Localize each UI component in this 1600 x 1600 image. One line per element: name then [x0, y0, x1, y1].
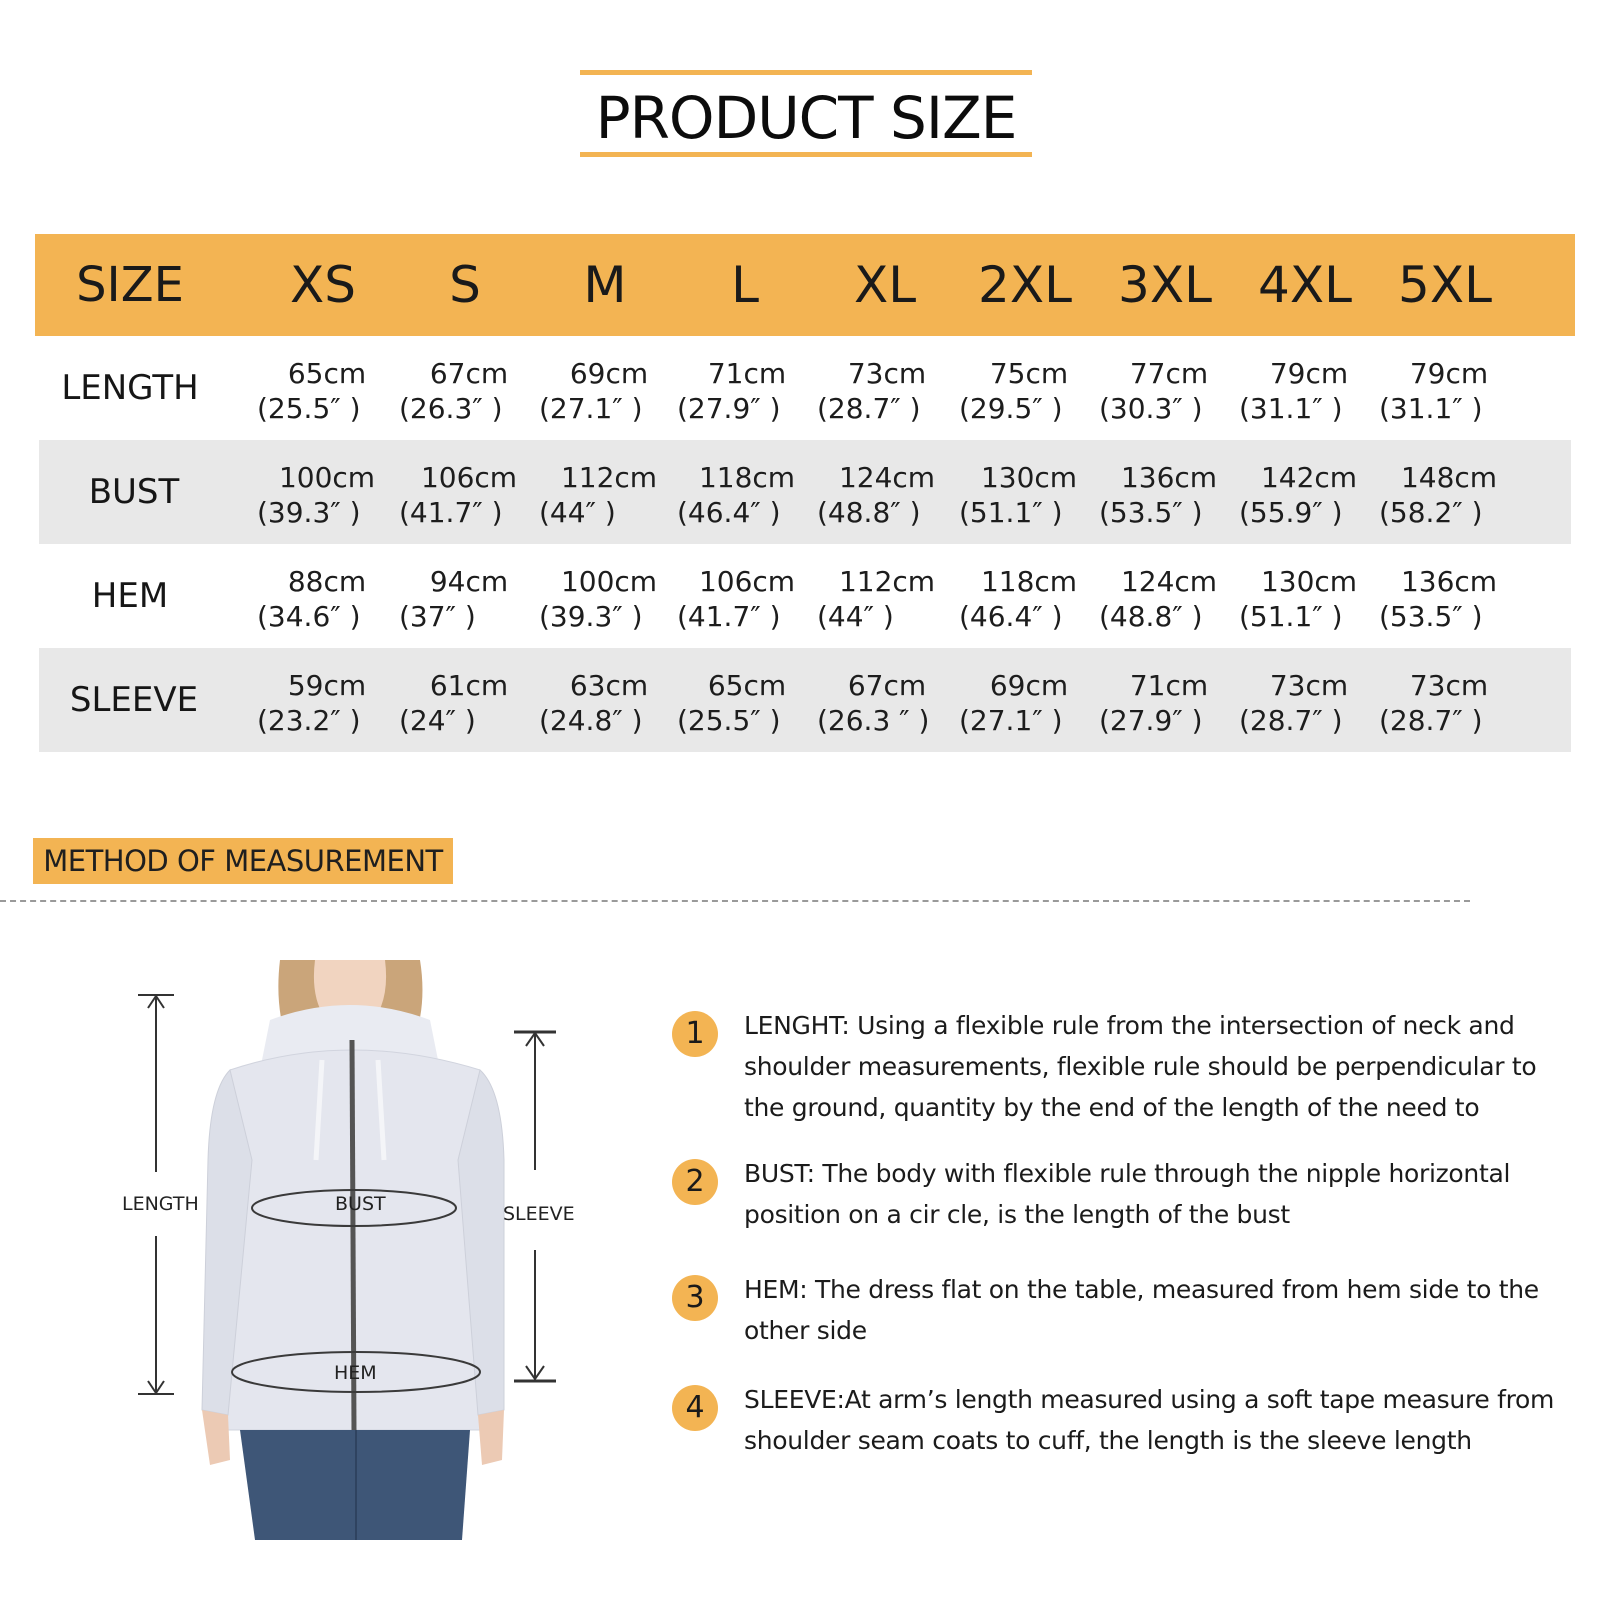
- cell-inch-value: (28.7″ ): [817, 392, 921, 425]
- cell-cm-value: 124cm: [838, 461, 936, 494]
- hoodie-illustration: [110, 960, 610, 1540]
- cell-cm-value: 118cm: [698, 461, 796, 494]
- cell-cm-value: 118cm: [980, 565, 1078, 598]
- cell-inch-value: (25.5″ ): [677, 704, 781, 737]
- cell-inch-value: (26.3 ″ ): [817, 704, 930, 737]
- step-number-badge: 2: [672, 1159, 718, 1205]
- cell-cm-value: 63cm: [569, 669, 649, 702]
- table-cell: [677, 668, 817, 738]
- step-number-badge: 4: [672, 1385, 718, 1431]
- cell-inch-value: (31.1″ ): [1239, 392, 1343, 425]
- table-cell: [1379, 460, 1519, 530]
- cell-cm-value: 142cm: [1260, 461, 1358, 494]
- cell-inch-value: (46.4″ ): [677, 496, 781, 529]
- figure-label-length: LENGTH: [122, 1193, 199, 1215]
- cell-cm-value: 71cm: [707, 357, 787, 390]
- header-size-s: S: [449, 256, 481, 314]
- page-title: PRODUCT SIZE: [595, 84, 1017, 152]
- table-cell: [1379, 564, 1519, 634]
- cell-cm-value: 79cm: [1409, 357, 1489, 390]
- table-cell: [677, 564, 817, 634]
- cell-cm-value: 136cm: [1400, 565, 1498, 598]
- cell-inch-value: (28.7″ ): [1379, 704, 1483, 737]
- cell-inch-value: (58.2″ ): [1379, 496, 1483, 529]
- cell-inch-value: (51.1″ ): [1239, 600, 1343, 633]
- cell-inch-value: (24.8″ ): [539, 704, 643, 737]
- cell-inch-value: (48.8″ ): [1099, 600, 1203, 633]
- table-cell: [257, 460, 397, 530]
- cell-cm-value: 136cm: [1120, 461, 1218, 494]
- cell-cm-value: 73cm: [1409, 669, 1489, 702]
- cell-inch-value: (25.5″ ): [257, 392, 361, 425]
- cell-cm-value: 88cm: [287, 565, 367, 598]
- cell-cm-value: 106cm: [698, 565, 796, 598]
- table-cell: [817, 668, 957, 738]
- cell-inch-value: (27.9″ ): [677, 392, 781, 425]
- size-table: [35, 234, 1575, 752]
- cell-cm-value: 71cm: [1129, 669, 1209, 702]
- cell-inch-value: (39.3″ ): [539, 600, 643, 633]
- cell-inch-value: (53.5″ ): [1379, 600, 1483, 633]
- cell-cm-value: 67cm: [847, 669, 927, 702]
- cell-cm-value: 69cm: [569, 357, 649, 390]
- header-size-2xl: 2XL: [978, 256, 1072, 314]
- cell-cm-value: 67cm: [429, 357, 509, 390]
- header-size-m: M: [583, 256, 627, 314]
- cell-cm-value: 75cm: [989, 357, 1069, 390]
- cell-cm-value: 61cm: [429, 669, 509, 702]
- cell-inch-value: (30.3″ ): [1099, 392, 1203, 425]
- table-cell: [1099, 460, 1239, 530]
- cell-inch-value: (39.3″ ): [257, 496, 361, 529]
- dashed-divider: [0, 900, 1470, 902]
- cell-cm-value: 130cm: [1260, 565, 1358, 598]
- table-cell: [539, 460, 679, 530]
- cell-cm-value: 77cm: [1129, 357, 1209, 390]
- cell-inch-value: (24″ ): [399, 704, 476, 737]
- table-cell: [1099, 668, 1239, 738]
- instruction-text: BUST: The body with flexible rule through the nipple horizontal position on a cir cle, is the length of the bust: [744, 1159, 1511, 1229]
- table-cell: [817, 356, 957, 426]
- row-label: HEM: [91, 576, 169, 616]
- title-block: [580, 70, 1032, 160]
- cell-cm-value: 148cm: [1400, 461, 1498, 494]
- header-size-4xl: 4XL: [1258, 256, 1352, 314]
- table-cell: [539, 564, 679, 634]
- table-cell: [1239, 668, 1379, 738]
- cell-cm-value: 65cm: [287, 357, 367, 390]
- table-row: [35, 336, 1575, 440]
- cell-cm-value: 124cm: [1120, 565, 1218, 598]
- cell-cm-value: 94cm: [429, 565, 509, 598]
- table-cell: [677, 460, 817, 530]
- table-row: [39, 648, 1571, 752]
- cell-cm-value: 100cm: [278, 461, 376, 494]
- table-cell: [1379, 356, 1519, 426]
- cell-inch-value: (34.6″ ): [257, 600, 361, 633]
- cell-cm-value: 100cm: [560, 565, 658, 598]
- table-cell: [677, 356, 817, 426]
- row-label: BUST: [88, 472, 180, 512]
- table-cell: [1099, 356, 1239, 426]
- cell-inch-value: (26.3″ ): [399, 392, 503, 425]
- cell-inch-value: (46.4″ ): [959, 600, 1063, 633]
- table-cell: [399, 460, 539, 530]
- cell-inch-value: (29.5″ ): [959, 392, 1063, 425]
- title-bottom-rule: [580, 152, 1032, 157]
- header-size-5xl: 5XL: [1398, 256, 1492, 314]
- cell-inch-value: (27.1″ ): [959, 704, 1063, 737]
- table-cell: [257, 564, 397, 634]
- table-cell: [399, 356, 539, 426]
- cell-cm-value: 112cm: [838, 565, 936, 598]
- figure-label-hem: HEM: [334, 1362, 377, 1384]
- table-cell: [817, 564, 957, 634]
- step-number-badge: 3: [672, 1275, 718, 1321]
- table-cell: [1379, 668, 1519, 738]
- cell-inch-value: (55.9″ ): [1239, 496, 1343, 529]
- table-header-row: [35, 234, 1575, 336]
- header-size-3xl: 3XL: [1118, 256, 1212, 314]
- cell-inch-value: (37″ ): [399, 600, 476, 633]
- header-size-l: L: [731, 256, 759, 314]
- row-label: LENGTH: [61, 368, 199, 408]
- cell-inch-value: (44″ ): [539, 496, 616, 529]
- table-cell: [959, 356, 1099, 426]
- table-cell: [1239, 356, 1379, 426]
- header-size-xl: XL: [853, 256, 917, 314]
- method-heading: METHOD OF MEASUREMENT: [33, 838, 453, 884]
- cell-cm-value: 69cm: [989, 669, 1069, 702]
- table-cell: [1239, 460, 1379, 530]
- figure-label-bust: BUST: [335, 1193, 386, 1215]
- cell-inch-value: (31.1″ ): [1379, 392, 1483, 425]
- table-cell: [959, 668, 1099, 738]
- table-body: [35, 336, 1575, 752]
- table-cell: [399, 564, 539, 634]
- instruction-text: HEM: The dress flat on the table, measured from hem side to the other side: [744, 1275, 1539, 1345]
- table-cell: [817, 460, 957, 530]
- table-cell: [399, 668, 539, 738]
- cell-inch-value: (28.7″ ): [1239, 704, 1343, 737]
- hoodie-figure: [110, 960, 610, 1540]
- table-cell: [257, 668, 397, 738]
- table-row: [35, 544, 1575, 648]
- cell-inch-value: (51.1″ ): [959, 496, 1063, 529]
- table-row: [39, 440, 1571, 544]
- row-label: SLEEVE: [69, 680, 199, 720]
- table-cell: [539, 356, 679, 426]
- cell-inch-value: (41.7″ ): [399, 496, 503, 529]
- table-cell: [1099, 564, 1239, 634]
- cell-inch-value: (48.8″ ): [817, 496, 921, 529]
- cell-inch-value: (44″ ): [817, 600, 894, 633]
- header-size-xs: XS: [290, 256, 356, 314]
- cell-cm-value: 130cm: [980, 461, 1078, 494]
- cell-inch-value: (23.2″ ): [257, 704, 361, 737]
- cell-cm-value: 65cm: [707, 669, 787, 702]
- figure-label-sleeve: SLEEVE: [503, 1203, 575, 1225]
- instruction-text: SLEEVE:At arm’s length measured using a soft tape measure from shoulder seam coats to cuff, the length is the sleeve length: [744, 1385, 1555, 1455]
- cell-inch-value: (27.9″ ): [1099, 704, 1203, 737]
- table-cell: [257, 356, 397, 426]
- table-cell: [539, 668, 679, 738]
- cell-inch-value: (41.7″ ): [677, 600, 781, 633]
- step-number-badge: 1: [672, 1011, 718, 1057]
- cell-cm-value: 106cm: [420, 461, 518, 494]
- cell-cm-value: 73cm: [1269, 669, 1349, 702]
- cell-cm-value: 79cm: [1269, 357, 1349, 390]
- table-cell: [1239, 564, 1379, 634]
- cell-inch-value: (27.1″ ): [539, 392, 643, 425]
- cell-cm-value: 59cm: [287, 669, 367, 702]
- title-top-rule: [580, 70, 1032, 75]
- cell-cm-value: 112cm: [560, 461, 658, 494]
- cell-inch-value: (53.5″ ): [1099, 496, 1203, 529]
- cell-cm-value: 73cm: [847, 357, 927, 390]
- table-cell: [959, 564, 1099, 634]
- instruction-text: LENGHT: Using a flexible rule from the intersection of neck and shoulder measurements, flexible rule should be perpendicular to the ground, quantity by the end of the length of the need to: [744, 1011, 1537, 1122]
- header-size-label: SIZE: [76, 257, 184, 313]
- table-cell: [959, 460, 1099, 530]
